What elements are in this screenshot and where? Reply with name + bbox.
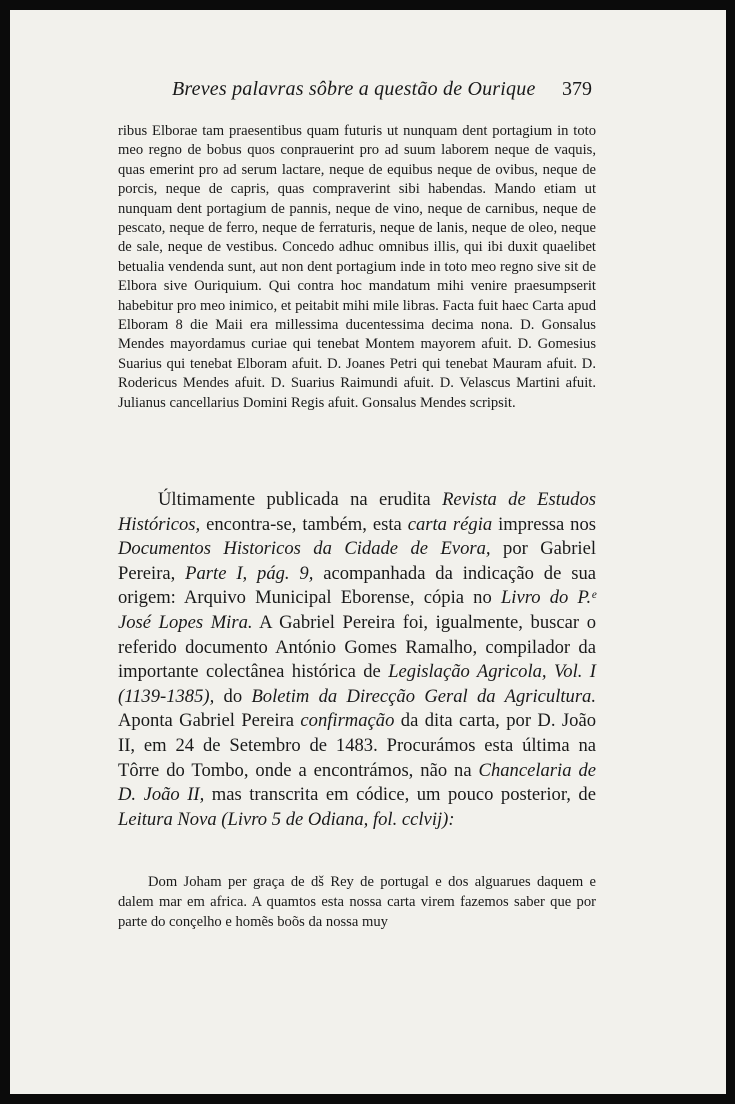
italic-citation: Leitura Nova (Livro 5 de Odiana, fol. cclvij):	[118, 808, 455, 830]
body-text: Últimamente publicada na erudita	[158, 489, 443, 510]
body-text: Aponta Gabriel Pereira	[118, 710, 301, 732]
portuguese-charter-excerpt	[118, 872, 596, 933]
italic-citation: Documentos Historicos da Cidade de Evora,	[118, 538, 491, 560]
body-text: por Gabriel Pereira,	[118, 538, 596, 584]
body-text: acompanhada da indicação de sua origem: Arquivo Municipal Eborense, cópia no	[118, 562, 596, 609]
body-text: impressa nos	[492, 513, 596, 535]
body-text: da dita carta, por D. João II, em 24 de Setembro de 1483. Procurámos esta última na Tôrre do Tombo, onde a encontrámos, não na	[118, 710, 597, 781]
italic-citation: confirmação	[300, 710, 395, 732]
body-text: encontra-se, também, esta	[200, 513, 408, 535]
main-paragraph	[118, 488, 596, 832]
italic-citation: Parte I, pág. 9,	[185, 562, 314, 584]
page-header	[10, 78, 726, 114]
book-page	[10, 10, 726, 1094]
body-text: do	[214, 685, 252, 707]
main-paragraph-text	[118, 488, 596, 832]
italic-citation: Chancelaria de D. João II,	[118, 759, 596, 806]
italic-citation: Boletim da Direcção Geral da Agricultura.	[251, 685, 597, 707]
page-number: 379	[562, 78, 592, 100]
charter-text: Dom Joham per graça de dš Rey de portugal e dos alguarues daquem e dalem mar em africa. A quamtos esta nossa carta virem fazemos saber que por parte do conçelho e homẽs boõs da nossa muy	[118, 874, 596, 931]
italic-citation: carta régia	[407, 513, 493, 535]
italic-citation: Revista de Estudos Históricos,	[118, 489, 596, 535]
italic-citation: Livro do P.ᵉ José Lopes Mira.	[118, 587, 596, 633]
latin-charter-text: ribus Elborae tam praesentibus quam futuris ut nunquam dent portagium in toto meo regno de bobus quos conprauerint pro ad suum laborem neque de vaquis, quas emerint pro ad serum lactare, neque de equibus neque de ovibus, neque de porcis, neque de capris, quas compraverint sibi habendas. Mando etiam ut nunquam dent portagium de pannis, neque de vino, neque de carnibus, neque de pescato, neque de ferro, neque de ferraturis, neque de lanis, neque de oleo, neque de sale, neque de vestibus. Concedo adhuc omnibus illis, qui ibi duxit quaelibet betualia vendenda sunt, aut non dent portagium inde in toto meo regno sive sit de Elbora sive Ouriquium. Qui contra hoc mandatum mihi venire praesumpserit habebitur pro meo inimico, et peitabit mihi mile libras. Facta fuit haec Carta apud Elboram 8 die Maii era millessima ducentessima decima nona. D. Gonsalus Mendes mayordamus curiae qui tenebat Montem mayorem afuit. D. Gomesius Suarius qui tenebat Elboram afuit. D. Joanes Petri qui tenebat Mauram afuit. D. Rodericus Mendes afuit. D. Suarius Raimundi afuit. D. Velascus Martini afuit. Julianus cancellarius Domini Regis afuit. Gonsalus Mendes scripsit.	[118, 123, 596, 411]
body-text: A Gabriel Pereira foi, igualmente, buscar o referido documento António Gomes Ramalho, compilador da importante colectânea histórica de	[118, 611, 596, 683]
running-title: Breves palavras sôbre a questão de Ourique	[172, 78, 536, 100]
body-text: mas transcrita em códice, um pouco posterior, de	[204, 784, 596, 806]
italic-citation: Legislação Agricola, Vol. I (1139-1385),	[118, 661, 596, 707]
